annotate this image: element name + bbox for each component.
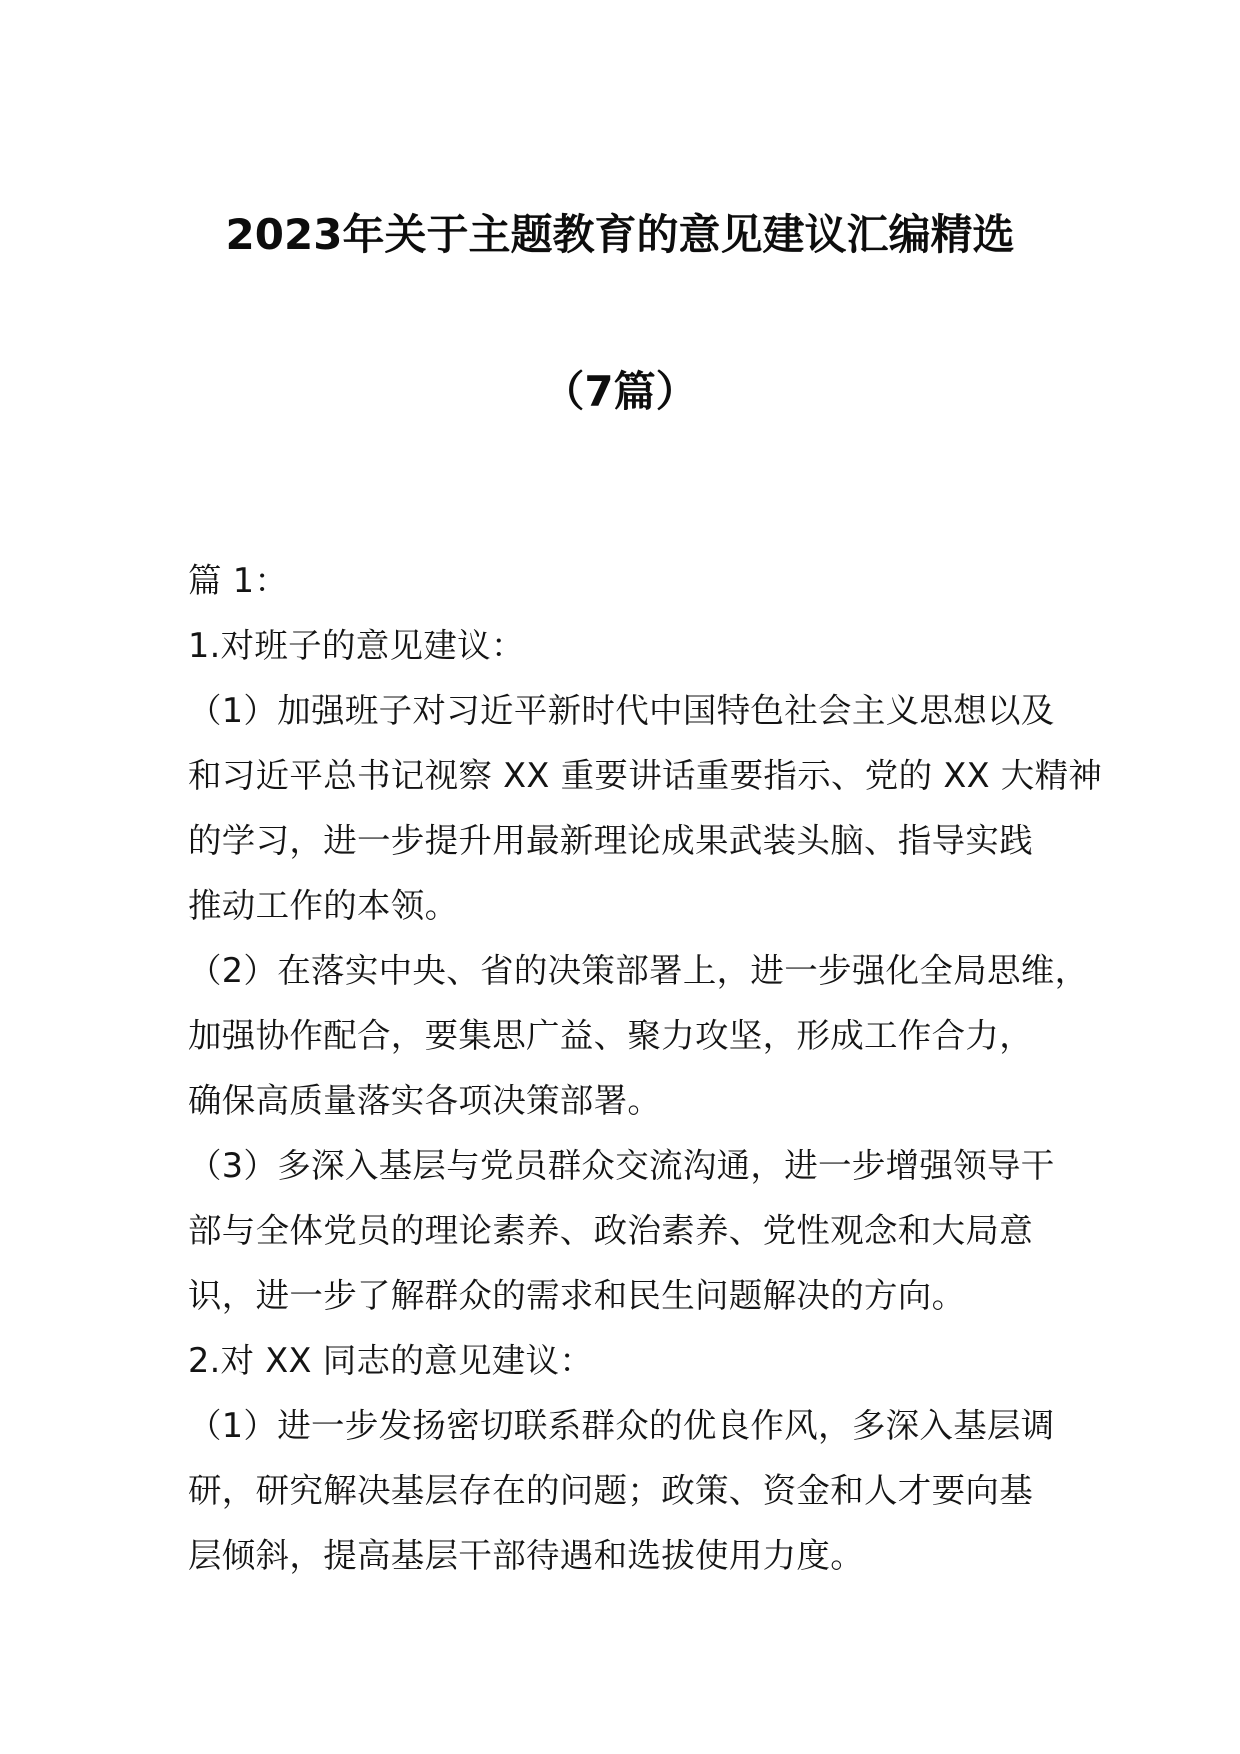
document-title: 2023年关于主题教育的意见建议汇编精选	[225, 210, 1015, 259]
subsection-heading: 2.对 XX 同志的意见建议：	[188, 1341, 594, 1380]
paragraph-line: （1）加强班子对习近平新时代中国特色社会主义思想以及	[188, 691, 1055, 730]
document-subtitle: （7篇）	[542, 367, 698, 416]
paragraph-line: （2）在落实中央、省的决策部署上，进一步强化全局思维，	[188, 951, 1089, 990]
paragraph-line: （1）进一步发扬密切联系群众的优良作风，多深入基层调	[188, 1406, 1055, 1445]
subsection-heading: 1.对班子的意见建议：	[188, 626, 525, 665]
paragraph-line: 的学习，进一步提升用最新理论成果武装头脑、指导实践	[188, 821, 1033, 860]
paragraph-line: 推动工作的本领。	[188, 886, 459, 925]
paragraph-line: 加强协作配合，要集思广益、聚力攻坚，形成工作合力，	[188, 1016, 1033, 1055]
paragraph-line: 部与全体党员的理论素养、政治素养、党性观念和大局意	[188, 1211, 1033, 1250]
paragraph-line: 识，进一步了解群众的需求和民生问题解决的方向。	[188, 1276, 966, 1315]
paragraph-line: 和习近平总书记视察 XX 重要讲话重要指示、党的 XX 大精神	[188, 756, 1103, 795]
document-body	[188, 548, 1103, 1588]
paragraph-line: 确保高质量落实各项决策部署。	[188, 1081, 662, 1120]
section-heading: 篇 1：	[188, 561, 289, 600]
paragraph-line: （3）多深入基层与党员群众交流沟通，进一步增强领导干	[188, 1146, 1055, 1185]
paragraph-line: 层倾斜，提高基层干部待遇和选拔使用力度。	[188, 1536, 864, 1575]
paragraph-line: 研，研究解决基层存在的问题；政策、资金和人才要向基	[188, 1471, 1033, 1510]
